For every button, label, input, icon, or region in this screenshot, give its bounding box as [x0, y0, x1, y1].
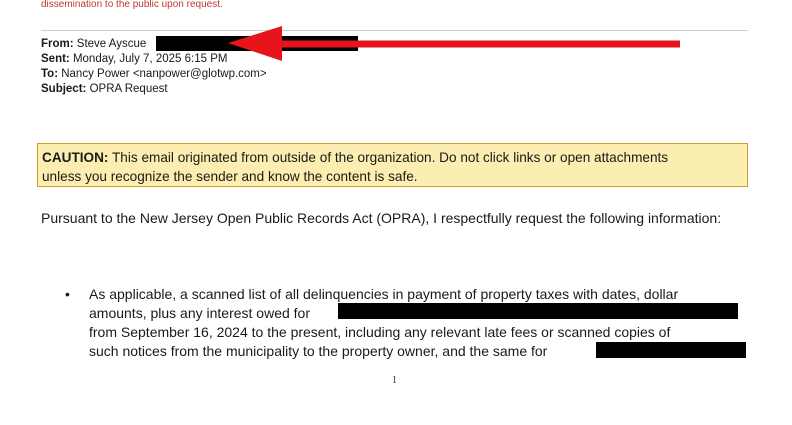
bullet-marker: •	[65, 286, 70, 302]
to-value: Nancy Power <nanpower@glotwp.com>	[61, 68, 267, 80]
from-value: Steve Ayscue	[76, 38, 147, 50]
bullet-line-2: amounts, plus any interest owed for	[89, 305, 311, 321]
sent-value: Monday, July 7, 2025 6:15 PM	[72, 53, 228, 65]
page-number: 1	[392, 375, 397, 386]
subject-label: Subject:	[41, 83, 87, 95]
bullet-line-4: such notices from the municipality to the property owner, and the same for	[89, 343, 548, 359]
caution-label: CAUTION:	[42, 150, 109, 165]
redaction-bar	[596, 342, 746, 358]
caution-text-2: unless you recognize the sender and know the content is safe.	[42, 169, 418, 184]
from-label: From:	[41, 38, 74, 50]
sent-label: Sent:	[41, 53, 70, 65]
bullet-line-3: from September 16, 2024 to the present, including any relevant late fees or scanned copies of	[89, 324, 671, 340]
to-label: To:	[41, 68, 59, 80]
subject-value: OPRA Request	[89, 83, 168, 95]
redaction-bar	[338, 303, 738, 319]
request-intro: Pursuant to the New Jersey Open Public Records Act (OPRA), I respectfully request the following information:	[41, 210, 722, 226]
disclaimer-notice: dissemination to the public upon request.	[41, 0, 223, 10]
caution-line-1	[42, 148, 747, 167]
caution-banner	[37, 143, 748, 187]
bullet-line-1: As applicable, a scanned list of all delinquencies in payment of property taxes with dates, dollar	[89, 286, 679, 302]
caution-text-1: This email originated from outside of the organization. Do not click links or open attachments	[111, 150, 669, 165]
